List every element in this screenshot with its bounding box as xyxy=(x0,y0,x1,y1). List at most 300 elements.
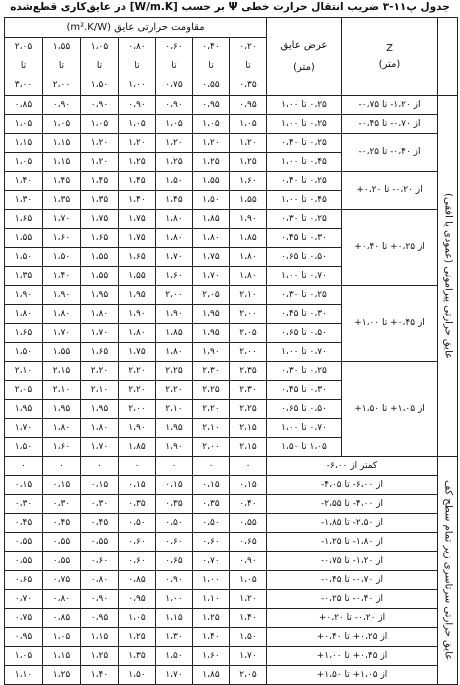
value-cell: ۱،۶۰ xyxy=(230,172,267,191)
value-cell: ۰ xyxy=(156,457,193,476)
table-row xyxy=(5,96,458,115)
value-cell: ۰ xyxy=(230,457,267,476)
table-body xyxy=(5,96,458,685)
psi-table xyxy=(4,17,458,685)
value-cell: ۱،۱۵ xyxy=(43,647,81,666)
value-cell: ۱،۵۵ xyxy=(119,267,156,286)
value-cell: ۰،۸۰ xyxy=(81,571,119,590)
width-range-cell: ۰،۳۰ تا ۰،۴۵ xyxy=(267,381,342,400)
table-row xyxy=(5,457,458,476)
value-cell: ۰،۴۵ xyxy=(43,514,81,533)
z-range-cell: از ۱،۲۰- تا ۰،۷۵- xyxy=(267,552,438,571)
value-cell: ۱،۹۵ xyxy=(81,286,119,305)
value-cell: ۰،۶۰ xyxy=(119,552,156,571)
value-cell: ۱،۹۰ xyxy=(43,286,81,305)
value-cell: ۱،۵۰ xyxy=(156,647,193,666)
value-cell: ۰،۵۰ xyxy=(119,514,156,533)
value-cell: ۰،۳۰ xyxy=(5,495,43,514)
value-cell: ۱،۱۵ xyxy=(5,134,43,153)
value-cell: ۲،۲۰ xyxy=(193,400,230,419)
value-cell: ۲،۲۵ xyxy=(193,381,230,400)
value-cell: ۰،۹۰ xyxy=(156,96,193,115)
column-header-line: ۰،۳۵ xyxy=(239,80,257,90)
value-cell: ۱،۳۰ xyxy=(5,191,43,210)
header-z-label: Z xyxy=(386,42,393,54)
value-cell: ۱،۳۵ xyxy=(5,267,43,286)
value-cell: ۲،۰۵ xyxy=(5,381,43,400)
width-range-cell: ۱،۰۵ تا ۱،۵۰ xyxy=(267,438,342,457)
column-header xyxy=(156,38,193,96)
column-header-line: تا xyxy=(171,61,177,71)
column-header xyxy=(193,38,230,96)
value-cell: ۰،۳۰ xyxy=(81,495,119,514)
value-cell: ۱،۴۰ xyxy=(193,628,230,647)
value-cell: ۰،۴۵ xyxy=(5,514,43,533)
value-cell: ۰،۹۰ xyxy=(156,571,193,590)
value-cell: ۱،۲۵ xyxy=(156,153,193,172)
value-cell: ۰،۵۵ xyxy=(5,552,43,571)
value-cell: ۱،۴۰ xyxy=(43,267,81,286)
value-cell: ۱،۶۰ xyxy=(43,229,81,248)
table-row xyxy=(5,495,458,514)
value-cell: ۱،۵۵ xyxy=(5,229,43,248)
header-z-unit: (متر) xyxy=(378,58,401,70)
z-range-cell: از ۰،۴۵+ تا ۱،۰۰+ xyxy=(267,647,438,666)
width-range-cell: ۰،۲۵ تا ۰،۴۰ xyxy=(267,134,342,153)
value-cell: ۱،۸۰ xyxy=(43,305,81,324)
value-cell: ۰،۶۵ xyxy=(156,552,193,571)
z-range-cell: از ۴،۰۰- تا ۲،۵۵- xyxy=(267,495,438,514)
value-cell: ۰،۷۰ xyxy=(5,590,43,609)
value-cell: ۰،۳۰ xyxy=(43,495,81,514)
value-cell: ۱،۲۵ xyxy=(119,628,156,647)
table-row xyxy=(5,647,458,666)
table-row xyxy=(5,552,458,571)
table-row xyxy=(5,476,458,495)
column-header-line: ۰،۸۰ xyxy=(128,42,146,52)
z-range-cell: از ۱،۰۵+ تا ۱،۵۰+ xyxy=(342,362,438,457)
value-cell: ۱،۹۵ xyxy=(119,286,156,305)
column-header-line: ۲،۰۵ xyxy=(14,42,33,52)
value-cell: ۰،۳۵ xyxy=(193,495,230,514)
value-cell: ۰،۳۵ xyxy=(156,495,193,514)
value-cell: ۱،۷۰ xyxy=(5,419,43,438)
value-cell: ۲،۱۰ xyxy=(193,419,230,438)
table-row xyxy=(5,362,458,381)
value-cell: ۱،۳۵ xyxy=(81,191,119,210)
value-cell: ۱،۶۰ xyxy=(43,438,81,457)
value-cell: ۱،۲۵ xyxy=(193,153,230,172)
value-cell: ۱،۵۰ xyxy=(5,343,43,362)
header-width xyxy=(267,18,342,96)
value-cell: ۰،۶۰ xyxy=(119,533,156,552)
value-cell: ۲،۰۰ xyxy=(119,400,156,419)
value-cell: ۱،۸۵ xyxy=(230,229,267,248)
value-cell: ۱،۰۵ xyxy=(193,115,230,134)
z-range-cell: از ۰،۷۰- تا ۰،۴۵- xyxy=(267,571,438,590)
value-cell: ۱،۰۵ xyxy=(156,115,193,134)
value-cell: ۱،۹۰ xyxy=(119,419,156,438)
value-cell: ۲،۱۰ xyxy=(156,400,193,419)
value-cell: ۱،۴۰ xyxy=(119,191,156,210)
value-cell: ۱،۰۵ xyxy=(81,115,119,134)
value-cell: ۱،۶۵ xyxy=(5,210,43,229)
value-cell: ۲،۰۵ xyxy=(230,666,267,685)
column-header-line: ۰،۷۵ xyxy=(165,80,183,90)
value-cell: ۱،۵۰ xyxy=(156,172,193,191)
value-cell: ۰،۹۵ xyxy=(81,609,119,628)
column-header xyxy=(43,38,81,96)
value-cell: ۲،۱۵ xyxy=(43,362,81,381)
z-range-cell: از ۰،۲۵+ تا ۰،۴۰+ xyxy=(267,628,438,647)
column-header-line: تا xyxy=(20,61,27,71)
value-cell: ۱،۴۵ xyxy=(156,191,193,210)
column-header-line: ۰،۵۵ xyxy=(202,80,220,90)
value-cell: ۰،۱۵ xyxy=(193,476,230,495)
value-cell: ۰ xyxy=(5,457,43,476)
column-header-line: تا xyxy=(208,61,214,71)
value-cell: ۱،۲۵ xyxy=(230,153,267,172)
value-cell: ۱،۸۰ xyxy=(230,248,267,267)
width-range-cell: ۰،۲۵ تا ۰،۳۰ xyxy=(267,210,342,229)
value-cell: ۲،۲۵ xyxy=(230,400,267,419)
value-cell: ۰،۷۰ xyxy=(193,552,230,571)
value-cell: ۱،۸۰ xyxy=(119,324,156,343)
value-cell: ۱،۴۰ xyxy=(230,609,267,628)
z-range-cell: از ۱،۸۰- تا ۱،۲۵- xyxy=(267,533,438,552)
z-range-cell: از ۰،۴۰- تا ۰،۲۵- xyxy=(267,590,438,609)
value-cell: ۱،۱۵ xyxy=(156,609,193,628)
value-cell: ۱،۶۵ xyxy=(5,324,43,343)
column-header xyxy=(5,38,43,96)
value-cell: ۱،۳۵ xyxy=(43,191,81,210)
value-cell: ۱،۷۰ xyxy=(43,210,81,229)
value-cell: ۱،۵۰ xyxy=(5,438,43,457)
value-cell: ۱،۲۰ xyxy=(230,590,267,609)
value-cell: ۰،۷۵ xyxy=(43,571,81,590)
value-cell: ۱،۹۵ xyxy=(43,400,81,419)
value-cell: ۰،۸۵ xyxy=(119,571,156,590)
width-range-cell: ۰،۲۵ تا ۱،۰۰ xyxy=(267,115,342,134)
value-cell: ۱،۰۵ xyxy=(43,115,81,134)
table-row xyxy=(5,172,458,191)
column-header-line: تا xyxy=(134,61,140,71)
value-cell: ۰ xyxy=(81,457,119,476)
value-cell: ۲،۳۵ xyxy=(230,362,267,381)
column-header xyxy=(230,38,267,96)
value-cell: ۱،۹۰ xyxy=(156,438,193,457)
value-cell: ۱،۴۰ xyxy=(81,666,119,685)
value-cell: ۱،۷۰ xyxy=(156,248,193,267)
value-cell: ۱،۰۵ xyxy=(230,115,267,134)
width-range-cell: ۰،۲۵ تا ۰،۳۰ xyxy=(267,362,342,381)
header-width-label: عرض عایق xyxy=(280,39,328,51)
value-cell: ۰،۸۵ xyxy=(43,609,81,628)
value-cell: ۱،۰۵ xyxy=(5,647,43,666)
value-cell: ۱،۰۰ xyxy=(156,590,193,609)
value-cell: ۱،۷۰ xyxy=(156,666,193,685)
value-cell: ۱،۲۰ xyxy=(230,134,267,153)
column-header xyxy=(81,38,119,96)
value-cell: ۱،۹۰ xyxy=(230,210,267,229)
value-cell: ۱،۷۵ xyxy=(81,210,119,229)
value-cell: ۰،۶۵ xyxy=(5,571,43,590)
value-cell: ۱،۶۵ xyxy=(81,229,119,248)
value-cell: ۰،۹۰ xyxy=(119,96,156,115)
width-range-cell: ۰،۷۰ تا ۱،۰۰ xyxy=(267,267,342,286)
value-cell: ۰،۱۵ xyxy=(5,476,43,495)
value-cell: ۲،۰۰ xyxy=(230,305,267,324)
table-row xyxy=(5,210,458,229)
value-cell: ۱،۸۰ xyxy=(156,210,193,229)
value-cell: ۰،۷۵ xyxy=(5,609,43,628)
header-z xyxy=(342,18,438,96)
value-cell: ۱،۲۵ xyxy=(81,647,119,666)
column-header xyxy=(119,38,156,96)
width-range-cell: ۰،۳۰ تا ۰،۴۵ xyxy=(267,229,342,248)
width-range-cell: ۰،۴۵ تا ۱،۰۰ xyxy=(267,191,342,210)
value-cell: ۱،۱۰ xyxy=(5,666,43,685)
value-cell: ۱،۶۰ xyxy=(156,267,193,286)
value-cell: ۱،۵۰ xyxy=(193,191,230,210)
value-cell: ۱،۰۰ xyxy=(193,571,230,590)
z-range-cell: از ۱،۰۵+ تا ۱،۵۰+ xyxy=(267,666,438,685)
value-cell: ۱،۷۵ xyxy=(119,343,156,362)
value-cell: ۰،۶۰ xyxy=(193,533,230,552)
value-cell: ۱،۹۵ xyxy=(5,400,43,419)
value-cell: ۱،۲۰ xyxy=(81,153,119,172)
column-header-line: تا xyxy=(96,61,103,71)
value-cell: ۲،۰۰ xyxy=(193,438,230,457)
value-cell: ۱،۵۰ xyxy=(5,248,43,267)
value-cell: ۰ xyxy=(119,457,156,476)
z-range-cell: از ۰،۴۵+ تا ۱،۰۰+ xyxy=(342,286,438,362)
value-cell: ۱،۰۵ xyxy=(119,115,156,134)
value-cell: ۱،۵۰ xyxy=(230,628,267,647)
value-cell: ۰،۹۵ xyxy=(193,96,230,115)
value-cell: ۱،۰۵ xyxy=(230,571,267,590)
column-header-line: ۰،۲۰ xyxy=(239,42,257,52)
value-cell: ۱،۱۵ xyxy=(43,153,81,172)
value-cell: ۲،۰۵ xyxy=(230,324,267,343)
value-cell: ۱،۵۰ xyxy=(119,666,156,685)
value-cell: ۲،۲۵ xyxy=(156,362,193,381)
value-cell: ۰،۱۵ xyxy=(156,476,193,495)
value-cell: ۲،۰۰ xyxy=(156,286,193,305)
width-range-cell: ۰،۷۰ تا ۱،۰۰ xyxy=(267,343,342,362)
value-cell: ۰ xyxy=(43,457,81,476)
table-row xyxy=(5,666,458,685)
z-range-cell: از ۰،۷۰- تا ۰،۴۵- xyxy=(342,115,438,134)
value-cell: ۱،۲۵ xyxy=(43,666,81,685)
value-cell: ۱،۸۵ xyxy=(156,324,193,343)
value-cell: ۰،۴۵ xyxy=(81,514,119,533)
value-cell: ۱،۶۵ xyxy=(81,343,119,362)
value-cell: ۱،۷۰ xyxy=(81,438,119,457)
column-header-line: ۱،۰۵ xyxy=(90,42,109,52)
value-cell: ۱،۵۵ xyxy=(81,248,119,267)
z-range-cell: از ۲،۵۰- تا ۱،۸۵- xyxy=(267,514,438,533)
table-row xyxy=(5,571,458,590)
width-range-cell: ۰،۳۰ تا ۰،۴۵ xyxy=(267,305,342,324)
value-cell: ۱،۵۵ xyxy=(230,191,267,210)
table-row xyxy=(5,628,458,647)
value-cell: ۲،۲۰ xyxy=(156,381,193,400)
value-cell: ۰،۱۵ xyxy=(119,476,156,495)
value-cell: ۰،۹۵ xyxy=(5,628,43,647)
value-cell: ۱،۹۵ xyxy=(193,305,230,324)
value-cell: ۱،۳۵ xyxy=(119,647,156,666)
value-cell: ۰،۶۵ xyxy=(230,533,267,552)
value-cell: ۰،۱۵ xyxy=(81,476,119,495)
table-row xyxy=(5,609,458,628)
value-cell: ۱،۸۵ xyxy=(193,666,230,685)
value-cell: ۱،۹۵ xyxy=(81,400,119,419)
z-range-cell: کمتر از ۶،۰۰- xyxy=(267,457,438,476)
value-cell: ۱،۲۰ xyxy=(156,134,193,153)
value-cell: ۱،۹۵ xyxy=(156,419,193,438)
value-cell: ۱،۴۵ xyxy=(81,172,119,191)
value-cell: ۲،۳۰ xyxy=(230,381,267,400)
value-cell: ۱،۷۵ xyxy=(119,229,156,248)
z-range-cell: از ۰،۲۰- تا ۰،۲۰+ xyxy=(342,172,438,210)
value-cell: ۱،۸۰ xyxy=(156,229,193,248)
value-cell: ۱،۸۰ xyxy=(81,419,119,438)
table-row xyxy=(5,134,458,153)
value-cell: ۲،۲۰ xyxy=(119,362,156,381)
width-range-cell: ۰،۵۰ تا ۰،۶۵ xyxy=(267,248,342,267)
table-row xyxy=(5,115,458,134)
width-range-cell: ۰،۲۵ تا ۱،۰۰ xyxy=(267,96,342,115)
value-cell: ۱،۰۵ xyxy=(43,628,81,647)
column-header-line: تا xyxy=(58,61,65,71)
z-range-cell: از ۶،۰۰- تا ۴،۰۵- xyxy=(267,476,438,495)
value-cell: ۲،۱۰ xyxy=(43,381,81,400)
value-cell: ۱،۲۵ xyxy=(119,153,156,172)
value-cell: ۱،۱۵ xyxy=(43,134,81,153)
z-range-cell: از ۱،۲۰- تا ۰،۷۵- xyxy=(342,96,438,115)
width-range-cell: ۰،۲۵ تا ۰،۴۰ xyxy=(267,172,342,191)
value-cell: ۲،۲۰ xyxy=(119,381,156,400)
value-cell: ۱،۸۰ xyxy=(193,229,230,248)
column-header-line: ۲،۰۰ xyxy=(52,80,71,90)
table-row xyxy=(5,286,458,305)
value-cell: ۰،۵۵ xyxy=(43,533,81,552)
value-cell: ۲،۰۰ xyxy=(230,343,267,362)
value-cell: ۱،۹۰ xyxy=(156,305,193,324)
value-cell: ۱،۶۵ xyxy=(119,248,156,267)
value-cell: ۱،۳۰ xyxy=(156,628,193,647)
value-cell: ۲،۱۵ xyxy=(230,419,267,438)
value-cell: ۰،۶۰ xyxy=(81,552,119,571)
corner-cell xyxy=(438,18,458,96)
value-cell: ۲،۱۵ xyxy=(230,438,267,457)
width-range-cell: ۰،۷۰ تا ۱،۰۰ xyxy=(267,419,342,438)
value-cell: ۱،۷۰ xyxy=(43,324,81,343)
value-cell: ۰،۵۰ xyxy=(193,514,230,533)
value-cell: ۲،۱۰ xyxy=(5,362,43,381)
value-cell: ۰،۵۵ xyxy=(43,552,81,571)
group-label-full: عایق حرارتی سرتاسری زیر تمام سطح کف xyxy=(438,457,458,685)
table-row xyxy=(5,533,458,552)
value-cell: ۰،۳۵ xyxy=(119,495,156,514)
value-cell: ۱،۴۵ xyxy=(43,172,81,191)
value-cell: ۱،۹۰ xyxy=(119,305,156,324)
value-cell: ۱،۲۰ xyxy=(119,134,156,153)
value-cell: ۰،۸۰ xyxy=(43,590,81,609)
value-cell: ۰،۵۵ xyxy=(81,533,119,552)
width-range-cell: ۰،۵۰ تا ۰،۶۵ xyxy=(267,324,342,343)
value-cell: ۱،۲۰ xyxy=(193,134,230,153)
value-cell: ۱،۴۵ xyxy=(119,172,156,191)
value-cell: ۰،۶۰ xyxy=(156,533,193,552)
value-cell: ۱،۵۵ xyxy=(193,172,230,191)
table-row xyxy=(5,590,458,609)
table-row xyxy=(5,514,458,533)
value-cell: ۱،۷۰ xyxy=(81,324,119,343)
value-cell: ۱،۹۵ xyxy=(193,324,230,343)
z-range-cell: از ۰،۴۰- تا ۰،۲۵- xyxy=(342,134,438,172)
width-range-cell: ۰،۴۵ تا ۱،۰۰ xyxy=(267,153,342,172)
value-cell: ۰،۱۵ xyxy=(230,476,267,495)
value-cell: ۰،۵۵ xyxy=(230,514,267,533)
header-width-unit: (متر) xyxy=(293,61,315,73)
value-cell: ۰،۱۵ xyxy=(43,476,81,495)
value-cell: ۲،۲۰ xyxy=(81,362,119,381)
value-cell: ۱،۸۰ xyxy=(156,343,193,362)
table-title: جدول پ۱۱-۳ ضریب انتقال حرارت خطی Ψ بر حسب [W/m.K] در عایق‌کاری قطع‌شده xyxy=(10,1,450,13)
value-cell: ۱،۵۵ xyxy=(43,343,81,362)
column-header-line: ۰،۶۰ xyxy=(165,42,183,52)
value-cell: ۱،۸۰ xyxy=(81,305,119,324)
value-cell: ۰،۹۰ xyxy=(230,552,267,571)
column-header-line: ۱،۰۰ xyxy=(128,80,146,90)
value-cell: ۱،۱۵ xyxy=(81,628,119,647)
value-cell: ۰،۹۵ xyxy=(230,96,267,115)
width-range-cell: ۰،۵۰ تا ۰،۶۵ xyxy=(267,400,342,419)
value-cell: ۲،۱۰ xyxy=(230,286,267,305)
value-cell: ۱،۰۵ xyxy=(119,609,156,628)
group-label-perimeter: عایق حرارتی پیرامونی (عمودی یا افقی) xyxy=(438,96,458,457)
value-cell: ۰،۵۰ xyxy=(156,514,193,533)
value-cell: ۰،۸۵ xyxy=(5,96,43,115)
value-cell: ۰،۹۵ xyxy=(119,590,156,609)
value-cell: ۲،۳۰ xyxy=(193,362,230,381)
value-cell: ۰،۹۰ xyxy=(81,590,119,609)
value-cell: ۱،۸۰ xyxy=(5,305,43,324)
value-cell: ۱،۶۰ xyxy=(193,647,230,666)
value-cell: ۱،۰۵ xyxy=(5,115,43,134)
value-cell: ۱،۸۰ xyxy=(230,267,267,286)
header-resistance: مقاومت حرارتی عایق (m².K/W) xyxy=(5,18,267,38)
value-cell: ۱،۷۵ xyxy=(193,248,230,267)
value-cell: ۰ xyxy=(193,457,230,476)
value-cell: ۰،۵۵ xyxy=(5,533,43,552)
value-cell: ۱،۷۰ xyxy=(193,267,230,286)
value-cell: ۱،۰۵ xyxy=(5,153,43,172)
column-header-line: تا xyxy=(245,61,251,71)
value-cell: ۱،۹۰ xyxy=(5,286,43,305)
value-cell: ۱،۸۵ xyxy=(119,438,156,457)
column-header-line: ۳،۰۰ xyxy=(14,80,33,90)
value-cell: ۱،۸۵ xyxy=(193,210,230,229)
value-cell: ۱،۵۵ xyxy=(81,267,119,286)
value-cell: ۱،۷۰ xyxy=(230,647,267,666)
value-cell: ۱،۸۰ xyxy=(43,419,81,438)
value-cell: ۱،۲۰ xyxy=(81,134,119,153)
value-cell: ۱،۲۵ xyxy=(193,609,230,628)
value-cell: ۲،۱۰ xyxy=(81,381,119,400)
